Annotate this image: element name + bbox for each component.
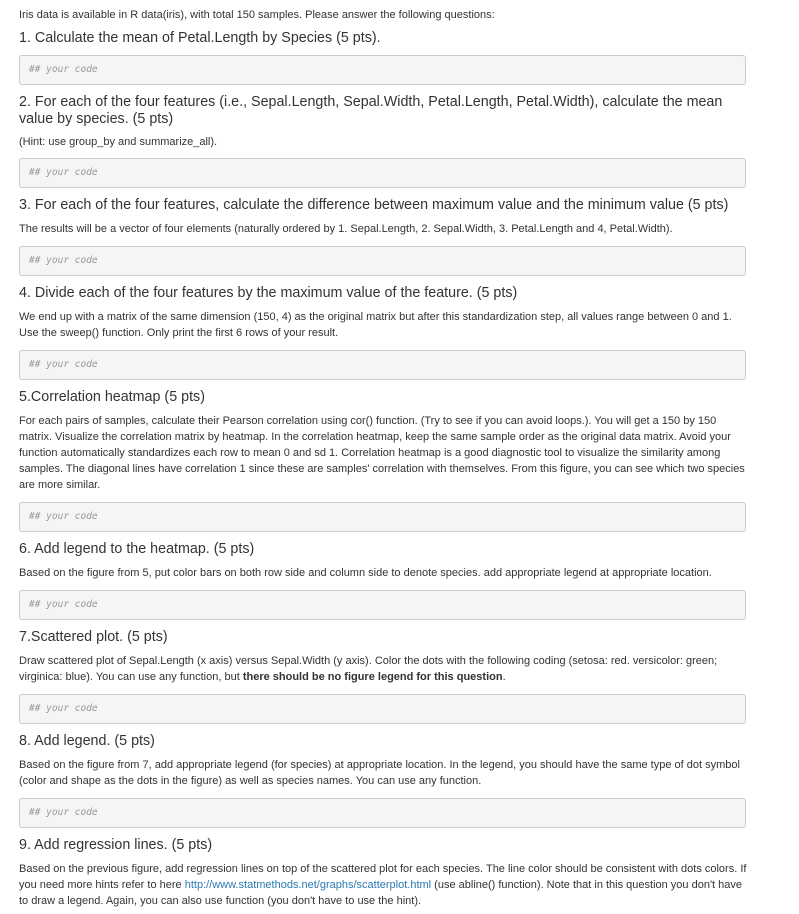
q7-heading: 7.Scattered plot. (5 pts) [19,629,168,645]
q5-text: For each pairs of samples, calculate their Pearson correlation using cor() function. (Try to see if you can avoid loops.). You will get a 150 by 150 matrix. Visualize the correlation matrix by heatmap. In the correlation heatmap, keep the same sample order as the original data matrix. Avoid your function automatically standardizes each row to mean 0 and sd 1. Correlation heatmap is a good diagnostic tool to visualize the similarity among samples. The diagonal lines have correlation 1 since these are samples' correlation with themselves. From this figure, you can see which two species are more similar. [19,415,745,491]
q3-heading: 3. For each of the four features, calculate the difference between maximum value and the minimum value (5 pts) [19,197,729,213]
q5-code-block[interactable]: ## your code [19,502,746,532]
q6-heading: 6. Add legend to the heatmap. (5 pts) [19,541,255,557]
q8-text: Based on the figure from 7, add appropriate legend (for species) at appropriate location. In the legend, you should have the same type of dot symbol (color and shape as the dots in the figure) as well as species names. You can use any function. [19,759,740,787]
q4-text: We end up with a matrix of the same dimension (150, 4) as the original matrix but after this standardization step, all values range between 0 and 1. Use the sweep() function. Only print the first 6 rows of your result. [19,311,732,339]
q2-code-block[interactable]: ## your code [19,158,746,188]
q9-text [19,861,751,909]
q5-heading: 5.Correlation heatmap (5 pts) [19,389,205,405]
q4-heading: 4. Divide each of the four features by the maximum value of the feature. (5 pts) [19,285,518,301]
q7-code-block[interactable]: ## your code [19,694,746,724]
q6-text: Based on the figure from 5, put color bars on both row side and column side to denote species. add appropriate legend at appropriate location. [19,567,712,579]
q7-text-end: . [502,671,506,683]
q2-heading: 2. For each of the four features (i.e., Sepal.Length, Sepal.Width, Petal.Length, Petal.Width), calculate the mean value by species. (5 pts) [19,94,723,127]
intro-text: Iris data is available in R data(iris), with total 150 samples. Please answer the following questions: [19,9,495,21]
q9-text-after: (use abline() function). Note that in this question you don't have to draw a legend. Again, you can also use function (you don't have to use the hint). [19,879,743,907]
q8-code-block[interactable]: ## your code [19,798,746,828]
q7-text-bold: there should be no figure legend for this question [242,671,503,683]
q7-text-main: Draw scattered plot of Sepal.Length (x axis) versus Sepal.Width (y axis). Color the dots with the following coding (setosa: red. versicolor: green; virginica: blue). You can use any function, but [19,655,718,683]
q4-code-block[interactable]: ## your code [19,350,746,380]
q1-code-block[interactable]: ## your code [19,55,746,85]
q9-text-before: Based on the previous figure, add regression lines on top of the scattered plot for each species. The line color should be consistent with dots colors. If you need more hints refer to here [19,863,747,891]
q2-text: (Hint: use group_by and summarize_all). [19,136,218,148]
q7-text [19,653,751,685]
q3-code-block[interactable]: ## your code [19,246,746,276]
statmethods-link[interactable]: http://www.statmethods.net/graphs/scatterplot.html [184,879,432,891]
q1-heading: 1. Calculate the mean of Petal.Length by Species (5 pts). [19,30,381,46]
q9-heading: 9. Add regression lines. (5 pts) [19,837,213,853]
q3-text: The results will be a vector of four elements (naturally ordered by 1. Sepal.Length, 2. Sepal.Width, 3. Petal.Length and 4, Petal.Width). [19,223,673,235]
q6-code-block[interactable]: ## your code [19,590,746,620]
q8-heading: 8. Add legend. (5 pts) [19,733,155,749]
